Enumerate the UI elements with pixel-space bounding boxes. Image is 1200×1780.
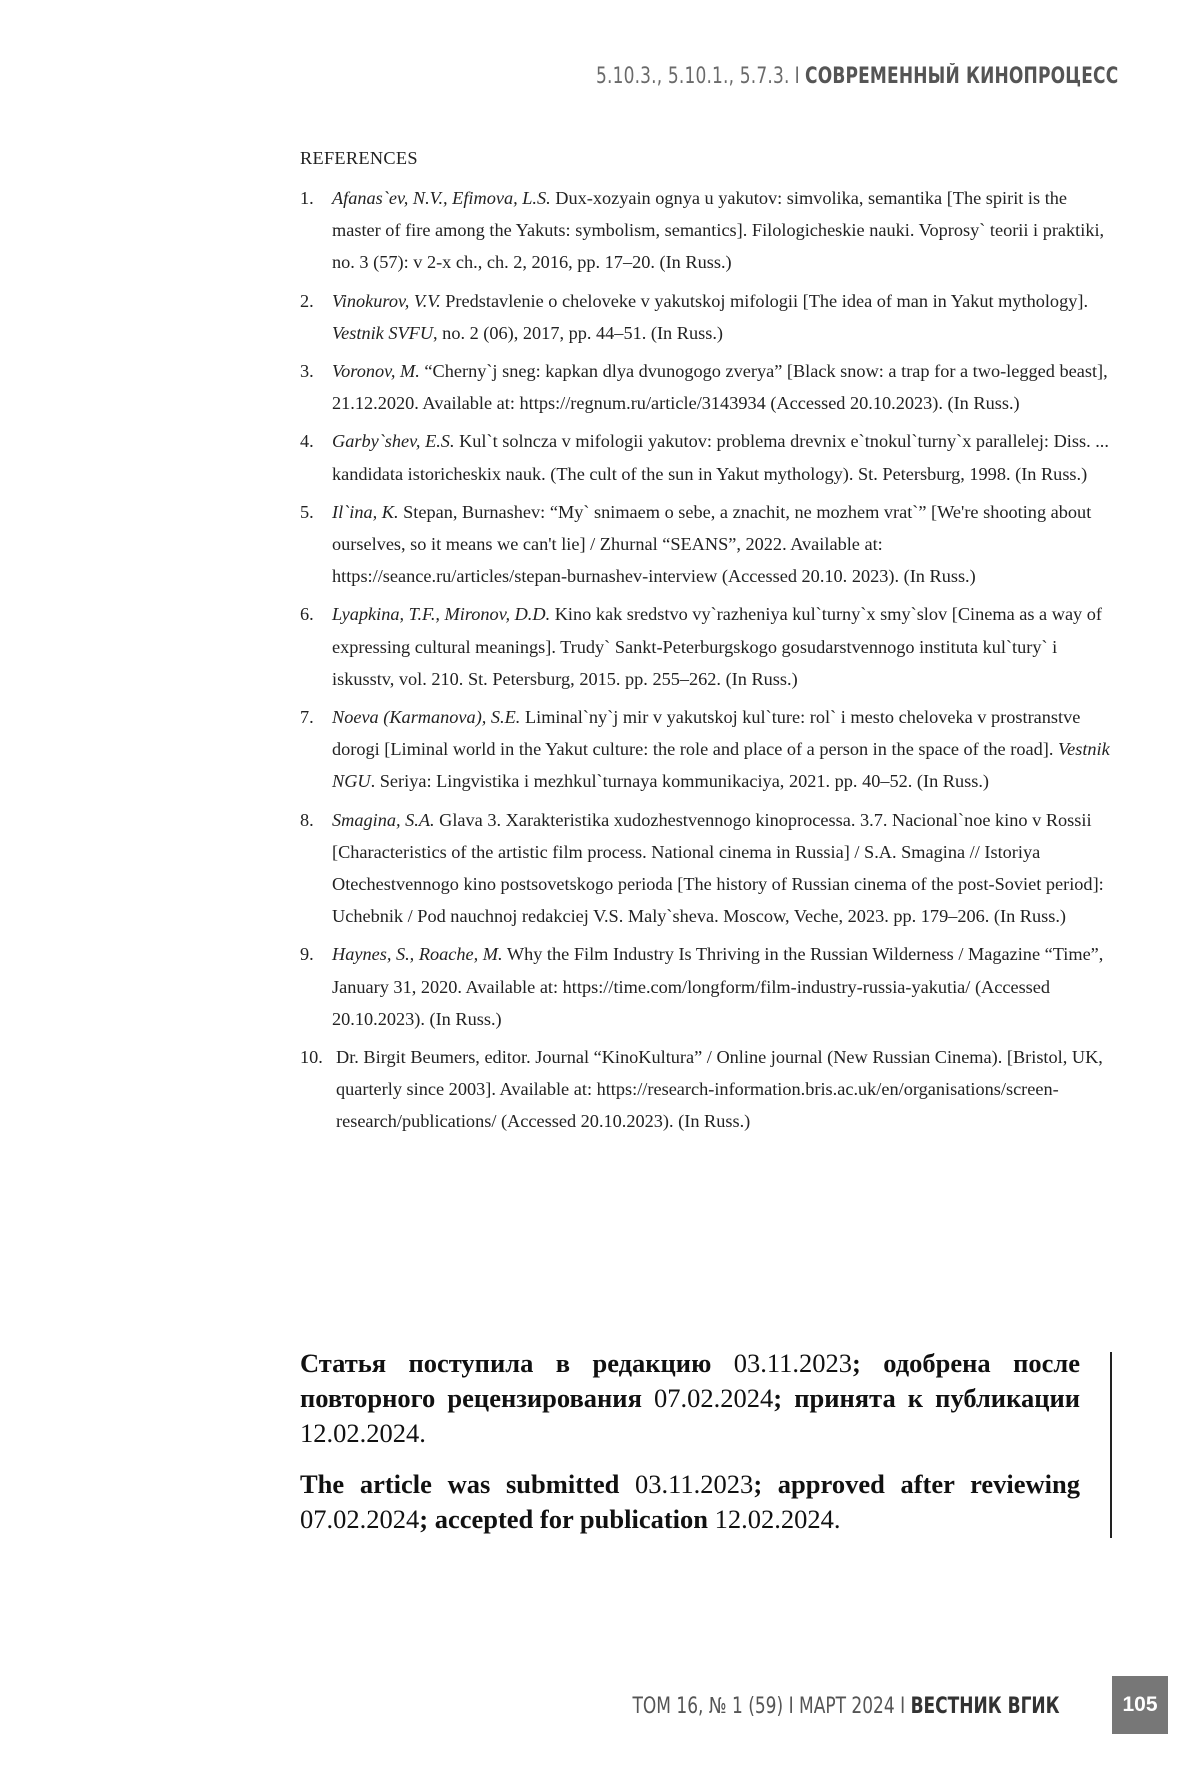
reference-authors: Noeva (Karmanova), S.E.	[332, 707, 520, 727]
volume-info: ТОМ 16, № 1 (59)	[633, 1694, 784, 1719]
reference-authors: Afanas`ev, N.V., Efimova, L.S.	[332, 188, 551, 208]
reference-text: Predstavlenie o cheloveke v yakutskoj mifologii [The idea of man in Yakut mythology].	[441, 291, 1088, 311]
reference-authors: Voronov, M.	[332, 361, 420, 381]
reference-number: 2.	[300, 285, 314, 317]
reference-item	[300, 598, 1112, 695]
running-footer	[633, 1694, 1060, 1719]
reference-number: 4.	[300, 425, 314, 457]
journal-name: ВЕСТНИК ВГИК	[911, 1694, 1060, 1719]
reference-authors: Il`ina, K.	[332, 502, 399, 522]
reference-item	[300, 355, 1112, 419]
reference-text: Kul`t solncza v mifologii yakutov: problema drevnix e`tnokul`turny`x parallelej: Diss. ... kandidata istoricheskix nauk. (The cult of the sun in Yakut mythology). St. Petersburg, 1998. (In Russ.)	[332, 431, 1109, 483]
reference-authors: Lyapkina, T.F., Mironov, D.D.	[332, 604, 550, 624]
section-codes: 5.10.3., 5.10.1., 5.7.3.	[596, 64, 789, 89]
issue-date: МАРТ 2024	[799, 1694, 895, 1719]
reference-text: Glava 3. Xarakteristika xudozhestvennogo kinoprocessa. 3.7. Nacional`noe kino v Rossii [Characteristics of the artistic film process. National cinema in Russia] / S.A. Smagina // Istoriya Otechestvennogo kino postsovetskogo perioda [The history of Russian cinema of the post-Soviet period]: Uchebnik / Pod nauchnoj redakciej V.S. Maly`sheva. Moscow, Veche, 2023. pp. 179–206. (In Russ.)	[332, 810, 1104, 927]
reference-text-tail: , no. 2 (06), 2017, pp. 44–51. (In Russ.)	[433, 323, 723, 343]
notice-en-end: .	[834, 1504, 841, 1534]
reference-text: Why the Film Industry Is Thriving in the Russian Wilderness / Magazine “Time”, January 31, 2020. Available at: https://time.com/longform/film-industry-russia-yakutia/ (Accessed 20.10.2023). (In Russ.)	[332, 944, 1103, 1028]
reference-number: 10.	[300, 1041, 323, 1073]
reference-text: Dr. Birgit Beumers, editor. Journal “KinoKultura” / Online journal (New Russian Cinema). [Bristol, UK, quarterly since 2003]. Available at: https://research-information.bris.ac.uk/en/organisations/screen-research/publications/ (Accessed 20.10.2023). (In Russ.)	[336, 1047, 1103, 1131]
notice-ru-date-accepted: 12.02.2024	[300, 1418, 419, 1448]
reference-item	[300, 285, 1112, 349]
reference-text-tail: . Seriya: Lingvistika i mezhkul`turnaya kommunikaciya, 2021. pp. 40–52. (In Russ.)	[371, 771, 989, 791]
reference-number: 3.	[300, 355, 314, 387]
reference-item	[300, 182, 1112, 279]
notice-english	[300, 1467, 1080, 1537]
reference-item	[300, 701, 1112, 798]
notice-ru-label-approved: ; одобрена после повторного рецензирования	[300, 1348, 1080, 1413]
reference-authors: Smagina, S.A.	[332, 810, 435, 830]
notice-ru-date-approved: 07.02.2024	[654, 1383, 773, 1413]
reference-number: 7.	[300, 701, 314, 733]
reference-authors: Vinokurov, V.V.	[332, 291, 441, 311]
reference-journal: Vestnik NGU	[332, 739, 1110, 791]
reference-item	[300, 1041, 1112, 1138]
reference-text: Stepan, Burnashev: “My` snimaem o sebe, a znachit, ne mozhem vrat`” [We're shooting about ourselves, so it means we can't lie] / Zhurnal “SEANS”, 2022. Available at: https://seance.ru/articles/stepan-burnashev-interview (Accessed 20.10. 2023). (In Russ.)	[332, 502, 1091, 586]
notice-en-label-submitted: The article was submitted	[300, 1469, 619, 1499]
separator: I	[794, 64, 799, 89]
page-number: 105	[1112, 1676, 1168, 1734]
reference-authors: Garby`shev, E.S.	[332, 431, 455, 451]
reference-text: Kino kak sredstvo vy`razheniya kul`turny`x smy`slov [Cinema as a way of expressing cultural meanings]. Trudy` Sankt-Peterburgskogo gosudarstvennogo instituta kul`tury` i iskusstv, vol. 210. St. Petersburg, 2015. pp. 255–262. (In Russ.)	[332, 604, 1102, 688]
notice-ru-end: .	[419, 1418, 426, 1448]
publication-notice	[300, 1346, 1080, 1553]
reference-number: 1.	[300, 182, 314, 214]
section-title: СОВРЕМЕННЫЙ КИНОПРОЦЕСС	[805, 64, 1118, 89]
notice-vertical-rule	[1110, 1352, 1112, 1538]
reference-item	[300, 804, 1112, 933]
notice-ru-label-submitted: Статья поступила в редакцию	[300, 1348, 711, 1378]
notice-en-label-accepted: ; accepted for publication	[419, 1504, 708, 1534]
notice-en-date-accepted: 12.02.2024	[715, 1504, 834, 1534]
reference-item	[300, 425, 1112, 489]
reference-number: 6.	[300, 598, 314, 630]
notice-en-date-submitted: 03.11.2023	[635, 1469, 753, 1499]
references-list	[300, 182, 1112, 1138]
page	[0, 0, 1200, 1780]
reference-number: 9.	[300, 938, 314, 970]
reference-item	[300, 496, 1112, 593]
reference-number: 8.	[300, 804, 314, 836]
separator: I	[901, 1694, 906, 1719]
reference-item	[300, 938, 1112, 1035]
notice-ru-date-submitted: 03.11.2023	[734, 1348, 852, 1378]
references-section	[300, 144, 1112, 1144]
notice-en-date-approved: 07.02.2024	[300, 1504, 419, 1534]
reference-number: 5.	[300, 496, 314, 528]
reference-text: “Cherny`j sneg: kapkan dlya dvunogogo zverya” [Black snow: a trap for a two-legged beast], 21.12.2020. Available at: https://regnum.ru/article/3143934 (Accessed 20.10.2023). (In Russ.)	[332, 361, 1108, 413]
reference-text: Liminal`ny`j mir v yakutskoj kul`ture: rol` i mesto cheloveka v prostranstve dorogi [Liminal world in the Yakut culture: the role and place of a person in the space of the road].	[332, 707, 1080, 759]
separator: I	[789, 1694, 794, 1719]
reference-text: Dux-xozyain ognya u yakutov: simvolika, semantika [The spirit is the master of fire among the Yakuts: symbolism, semantics]. Filologicheskie nauki. Voprosy` teorii i praktiki, no. 3 (57): v 2-x ch., ch. 2, 2016, pp. 17–20. (In Russ.)	[332, 188, 1104, 272]
notice-russian	[300, 1346, 1080, 1451]
notice-en-label-approved: ; approved after reviewing	[753, 1469, 1080, 1499]
running-head	[596, 64, 1118, 89]
notice-ru-label-accepted: ; принята к публикации	[773, 1383, 1080, 1413]
reference-journal: Vestnik SVFU	[332, 323, 433, 343]
reference-authors: Haynes, S., Roache, M.	[332, 944, 503, 964]
references-heading: REFERENCES	[300, 144, 1112, 172]
